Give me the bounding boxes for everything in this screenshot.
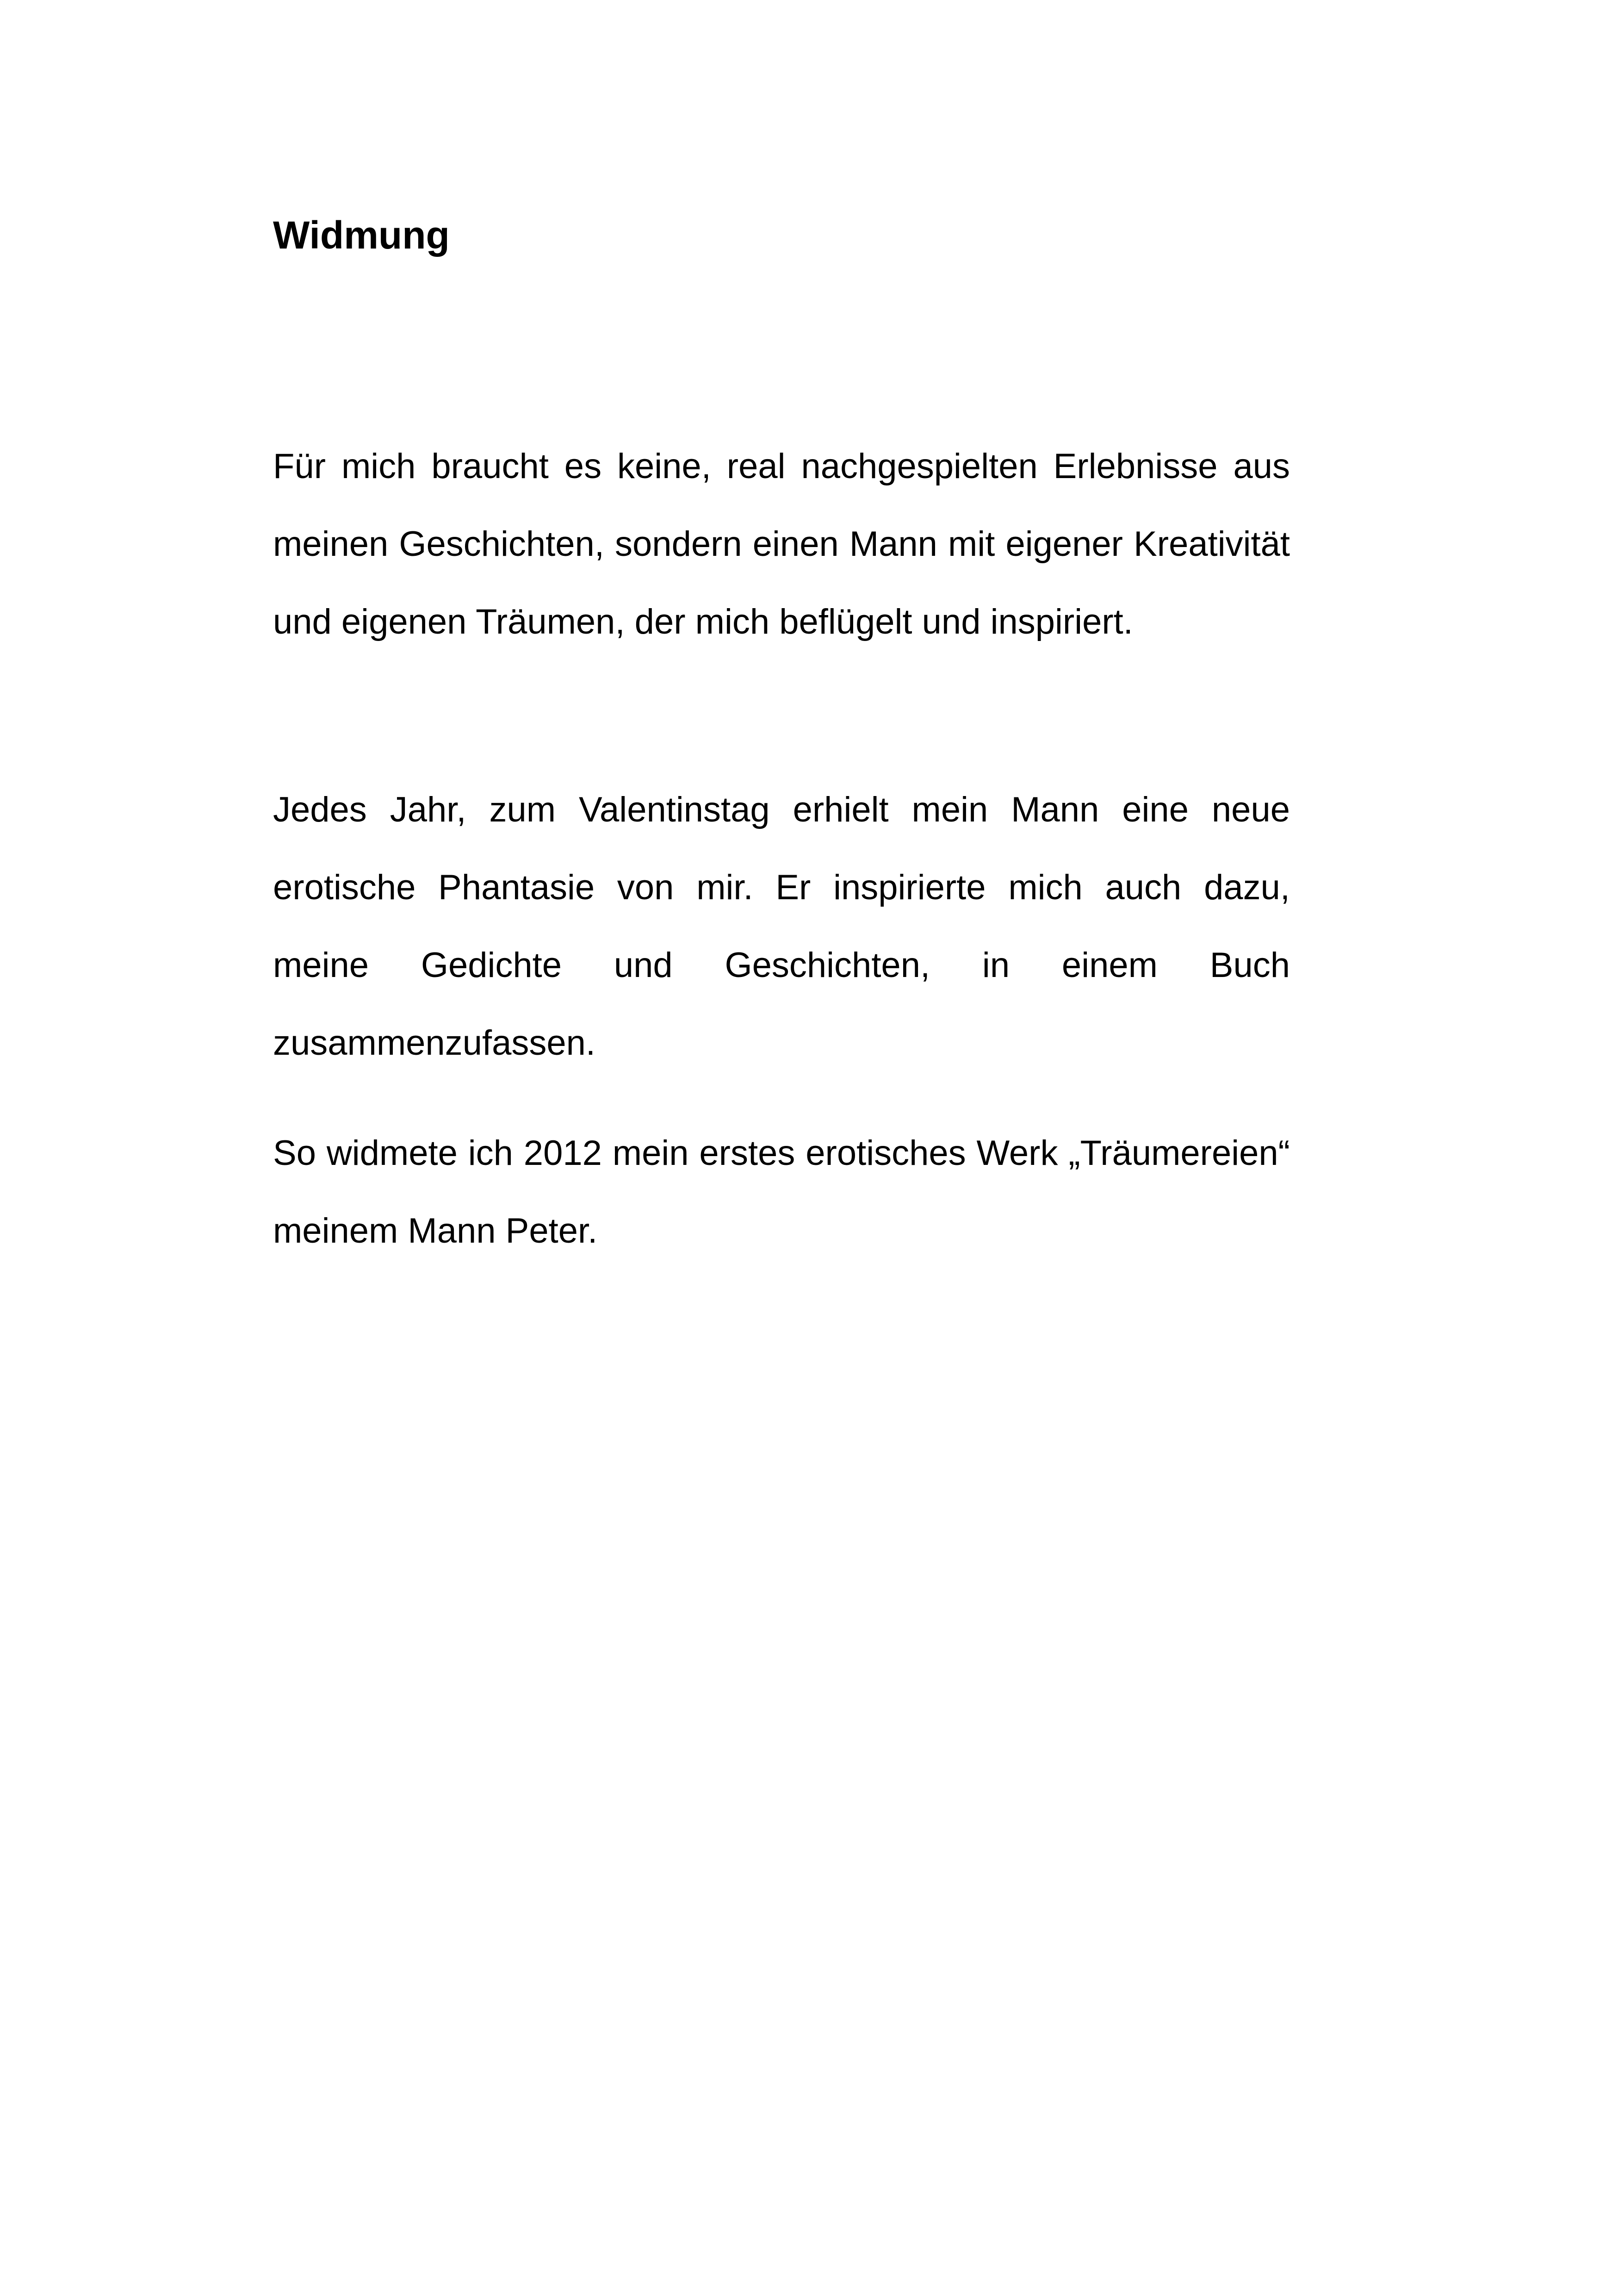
dedication-paragraph-2: Jedes Jahr, zum Valentinstag erhielt mein Mann eine neue erotische Phantasie von mir. Er inspirierte mich auch dazu, meine Gedichte und Geschichten, in einem Buch zusammenzufassen. — [273, 790, 1290, 1063]
page-heading: Widmung — [273, 213, 450, 257]
dedication-paragraph-1: Für mich braucht es keine, real nachgespielten Erlebnisse aus meinen Geschichten, sondern einen Mann mit eigener Kreativität und eigenen Träumen, der mich beflügelt und inspiriert. — [273, 447, 1290, 641]
dedication-paragraph-3: So widmete ich 2012 mein erstes erotisches Werk „Träumereien“ meinem Mann Peter. — [273, 1133, 1290, 1251]
